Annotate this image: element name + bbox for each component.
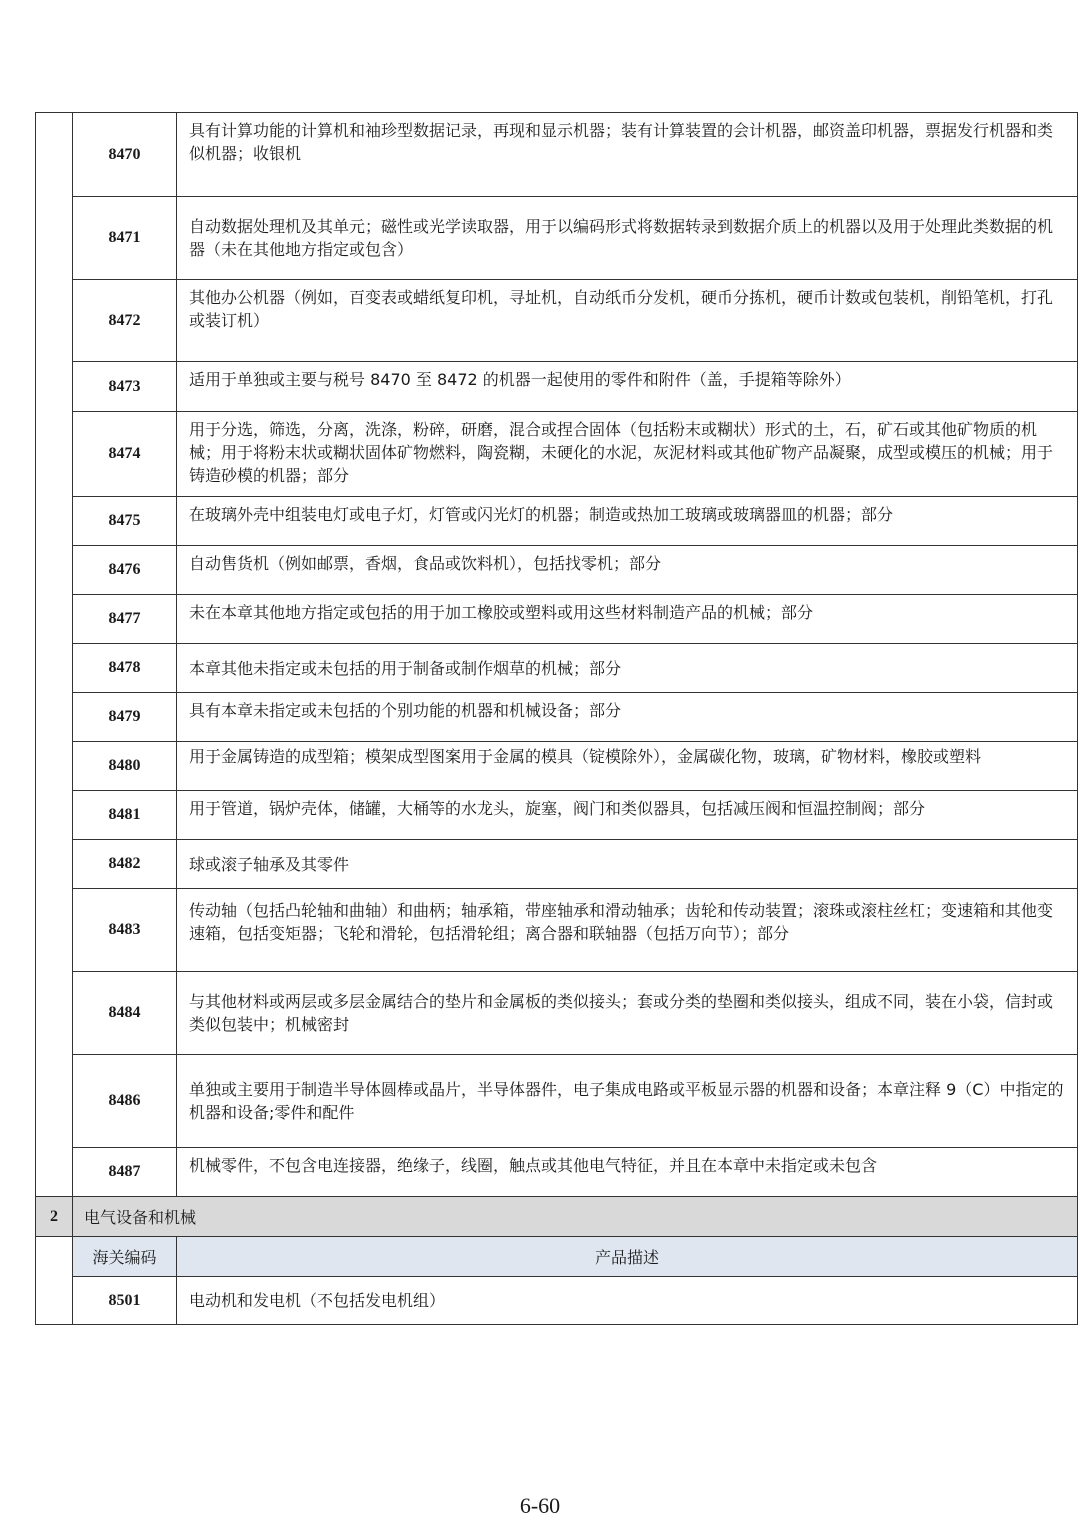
- table-row: [36, 889, 1078, 972]
- table-row: [36, 791, 1078, 840]
- section-number: 2: [36, 1197, 73, 1237]
- table-row: [36, 412, 1078, 497]
- product-description: 自动售货机（例如邮票，香烟，食品或饮料机），包括找零机；部分: [177, 546, 1078, 595]
- hs-code: 8487: [73, 1148, 177, 1197]
- hs-code: 8481: [73, 791, 177, 840]
- product-description: 球或滚子轴承及其零件: [177, 840, 1078, 889]
- product-description: 未在本章其他地方指定或包括的用于加工橡胶或塑料或用这些材料制造产品的机械；部分: [177, 595, 1078, 644]
- hs-code: 8483: [73, 889, 177, 972]
- product-description: 自动数据处理机及其单元；磁性或光学读取器，用于以编码形式将数据转录到数据介质上的机器以及用于处理此类数据的机器（未在其他地方指定或包含）: [177, 197, 1078, 280]
- product-description: 机械零件，不包含电连接器，绝缘子，线圈，触点或其他电气特征，并且在本章中未指定或未包含: [177, 1148, 1078, 1197]
- product-description: 传动轴（包括凸轮轴和曲轴）和曲柄；轴承箱，带座轴承和滑动轴承；齿轮和传动装置；滚珠或滚柱丝杠；变速箱和其他变速箱，包括变矩器；飞轮和滑轮，包括滑轮组；离合器和联轴器（包括万向节）；部分: [177, 889, 1078, 972]
- table-row: [36, 742, 1078, 791]
- hs-code: 8501: [73, 1277, 177, 1325]
- table-row: [36, 644, 1078, 693]
- hs-code: 8473: [73, 362, 177, 412]
- page-number: 6-60: [519, 1493, 561, 1518]
- hs-code: 8474: [73, 412, 177, 497]
- product-description: 具有计算功能的计算机和袖珍型数据记录，再现和显示机器；装有计算装置的会计机器，邮资盖印机器，票据发行机器和类似机器；收银机: [177, 113, 1078, 197]
- product-description: 用于分选，筛选，分离，洗涤，粉碎，研磨，混合或捏合固体（包括粉末或糊状）形式的土，石，矿石或其他矿物质的机械；用于将粉末状或糊状固体矿物燃料，陶瓷糊，未硬化的水泥，灰泥材料或其他矿物产品凝聚，成型或模压的机械；用于铸造砂模的机器；部分: [177, 412, 1078, 497]
- table-row: [36, 840, 1078, 889]
- hs-code: 8484: [73, 972, 177, 1055]
- table-row: [36, 113, 1078, 197]
- code-column-header: 海关编码: [73, 1237, 177, 1277]
- section-number-cell: [36, 1237, 73, 1325]
- product-description: 用于管道，锅炉壳体，储罐，大桶等的水龙头，旋塞，阀门和类似器具，包括减压阀和恒温控制阀；部分: [177, 791, 1078, 840]
- hs-code: 8472: [73, 280, 177, 362]
- table-row: [36, 497, 1078, 546]
- section-title: 电气设备和机械: [73, 1197, 1078, 1237]
- table-row: [36, 1148, 1078, 1197]
- section-number-cell: [36, 113, 73, 1197]
- product-description: 电动机和发电机（不包括发电机组）: [177, 1277, 1078, 1325]
- hs-code: 8480: [73, 742, 177, 791]
- hs-code: 8479: [73, 693, 177, 742]
- table-row: [36, 595, 1078, 644]
- table-row: [36, 693, 1078, 742]
- hs-code: 8471: [73, 197, 177, 280]
- table-row: [36, 972, 1078, 1055]
- hs-code: 8482: [73, 840, 177, 889]
- hs-code: 8475: [73, 497, 177, 546]
- product-description: 其他办公机器（例如，百变表或蜡纸复印机，寻址机，自动纸币分发机，硬币分拣机，硬币计数或包装机，削铅笔机，打孔或装订机）: [177, 280, 1078, 362]
- customs-code-table: [35, 112, 1078, 1325]
- hs-code: 8477: [73, 595, 177, 644]
- product-description: 具有本章未指定或未包括的个别功能的机器和机械设备；部分: [177, 693, 1078, 742]
- product-description: 在玻璃外壳中组装电灯或电子灯，灯管或闪光灯的机器；制造或热加工玻璃或玻璃器皿的机器；部分: [177, 497, 1078, 546]
- section-row: [36, 1197, 1078, 1237]
- table-row: [36, 362, 1078, 412]
- hs-code: 8476: [73, 546, 177, 595]
- column-header-row: [36, 1237, 1078, 1277]
- table-row: [36, 1055, 1078, 1148]
- product-description: 单独或主要用于制造半导体圆棒或晶片，半导体器件，电子集成电路或平板显示器的机器和设备；本章注释 9（C）中指定的机器和设备;零件和配件: [177, 1055, 1078, 1148]
- hs-code: 8486: [73, 1055, 177, 1148]
- hs-code: 8478: [73, 644, 177, 693]
- table-row: [36, 280, 1078, 362]
- table-row: [36, 546, 1078, 595]
- product-description: 用于金属铸造的成型箱；模架成型图案用于金属的模具（锭模除外），金属碳化物，玻璃，矿物材料，橡胶或塑料: [177, 742, 1078, 791]
- product-description: 与其他材料或两层或多层金属结合的垫片和金属板的类似接头；套或分类的垫圈和类似接头，组成不同，装在小袋，信封或类似包装中；机械密封: [177, 972, 1078, 1055]
- table-row: [36, 197, 1078, 280]
- hs-code: 8470: [73, 113, 177, 197]
- table-row: [36, 1277, 1078, 1325]
- product-description: 本章其他未指定或未包括的用于制备或制作烟草的机械；部分: [177, 644, 1078, 693]
- product-description: 适用于单独或主要与税号 8470 至 8472 的机器一起使用的零件和附件（盖，手提箱等除外）: [177, 362, 1078, 412]
- description-column-header: 产品描述: [177, 1237, 1078, 1277]
